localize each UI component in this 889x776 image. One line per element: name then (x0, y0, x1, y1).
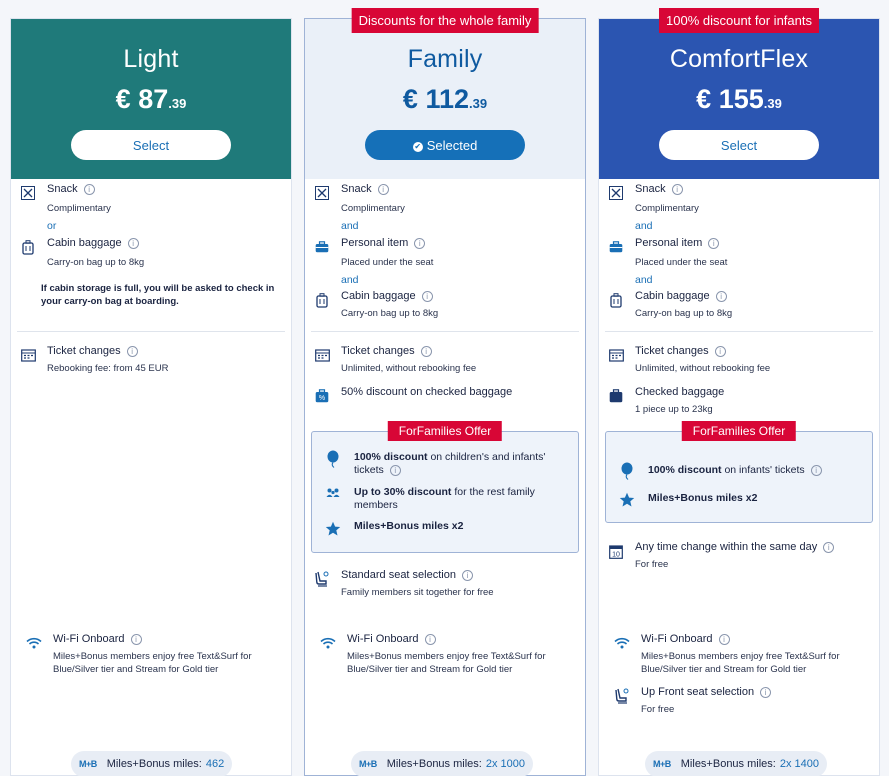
feature-title-seat (341, 569, 473, 581)
divider (17, 331, 285, 332)
balloon-icon (618, 462, 636, 480)
plan-name: Family (407, 45, 483, 73)
feature-title-wifi (347, 633, 436, 645)
checked-baggage-icon (607, 387, 625, 405)
discount-baggage-icon (313, 387, 331, 405)
calendar-icon (19, 346, 37, 364)
offer-item-children (354, 451, 569, 477)
changes-title: Ticket changes (635, 345, 709, 357)
changes-sub: Rebooking fee: from 45 EUR (47, 363, 169, 374)
calendar-day-icon (607, 542, 625, 560)
seat-sub: Family members sit together for free (341, 587, 494, 598)
star-icon (324, 520, 342, 538)
offer-miles: Miles+Bonus miles x2 (648, 492, 758, 504)
miles-badge-comfortflex (645, 751, 827, 776)
wifi-title: Wi-Fi Onboard (641, 633, 713, 645)
personal-title: Personal item (635, 237, 703, 249)
check-icon: ✔ (414, 141, 422, 151)
info-icon[interactable]: i (811, 465, 822, 476)
info-icon[interactable]: i (708, 238, 719, 249)
miles-label: Miles+Bonus miles: (680, 758, 776, 770)
info-icon[interactable]: i (715, 346, 726, 357)
checked-title: 50% discount on checked baggage (341, 386, 513, 398)
feature-title-upfront (641, 686, 771, 698)
info-icon[interactable]: i (378, 184, 389, 195)
wifi-title: Wi-Fi Onboard (53, 633, 125, 645)
miles-value: 2x 1400 (779, 758, 819, 770)
wifi-sub: Miles+Bonus members enjoy free Text&Surf for (641, 651, 840, 662)
feature-title-snack (635, 183, 683, 195)
snack-sub: Complimentary (47, 203, 111, 214)
seat-title: Standard seat selection (341, 569, 456, 581)
feature-title-cabin (635, 290, 727, 302)
suitcase-icon (19, 238, 37, 256)
snack-title: Snack (635, 183, 666, 195)
suitcase-icon (607, 291, 625, 309)
conjunction: and (635, 274, 653, 286)
miles-label: Miles+Bonus miles: (386, 758, 482, 770)
offer-item-miles (648, 492, 757, 505)
feature-title-wifi (53, 633, 142, 645)
calendar-day-number: 10 (612, 551, 620, 558)
suitcase-icon (313, 291, 331, 309)
feature-title-cabin (341, 290, 433, 302)
feature-title-anytime (635, 541, 834, 553)
feature-title-changes (635, 345, 726, 357)
offer-tag: ForFamilies Offer (682, 421, 796, 441)
wifi-title: Wi-Fi Onboard (347, 633, 419, 645)
info-icon[interactable]: i (719, 634, 730, 645)
svg-text:%: % (318, 395, 326, 402)
info-icon[interactable]: i (425, 634, 436, 645)
feature-title-snack (47, 183, 95, 195)
feature-title-cabin (47, 237, 139, 249)
wifi-sub: Blue/Silver tier and Stream for Gold tier (347, 664, 513, 675)
wifi-icon (319, 634, 337, 652)
star-icon (618, 491, 636, 509)
calendar-icon (313, 346, 331, 364)
personal-title: Personal item (341, 237, 409, 249)
info-icon[interactable]: i (760, 687, 771, 698)
offer-miles: Miles+Bonus miles x2 (354, 520, 464, 532)
info-icon[interactable]: i (716, 291, 727, 302)
snack-title: Snack (341, 183, 372, 195)
conjunction: and (635, 220, 653, 232)
personal-sub: Placed under the seat (341, 257, 434, 268)
conjunction: and (341, 274, 359, 286)
info-icon[interactable]: i (823, 542, 834, 553)
checked-sub: 1 piece up to 23kg (635, 404, 713, 415)
changes-title: Ticket changes (341, 345, 415, 357)
miles-bonus-logo-icon: M+B (359, 759, 377, 769)
seat-icon (313, 570, 331, 588)
feature-title-changes (341, 345, 432, 357)
miles-bonus-logo-icon: M+B (79, 759, 97, 769)
feature-title-wifi (641, 633, 730, 645)
offer-item-family (354, 486, 569, 512)
anytime-sub: For free (635, 559, 669, 570)
wifi-sub: Blue/Silver tier and Stream for Gold tier (53, 664, 219, 675)
wifi-sub: Miles+Bonus members enjoy free Text&Surf for (53, 651, 252, 662)
info-icon[interactable]: i (127, 346, 138, 357)
checked-title: Checked baggage (635, 386, 725, 398)
offer-bold: Up to 30% discount (354, 486, 452, 498)
miles-badge-family (351, 751, 533, 776)
cutlery-icon (313, 184, 331, 202)
feature-title-personal (341, 237, 425, 249)
snack-sub: Complimentary (341, 203, 405, 214)
upfront-title: Up Front seat selection (641, 686, 755, 698)
anytime-title: Any time change within the same day (635, 541, 818, 553)
cutlery-icon (607, 184, 625, 202)
fare-card-light (10, 18, 292, 776)
forfamilies-offer-box (605, 424, 873, 523)
info-icon[interactable]: i (84, 184, 95, 195)
promo-banner: Discounts for the whole family (352, 8, 539, 33)
price-cents: .39 (168, 96, 187, 111)
changes-sub: Unlimited, without rebooking fee (341, 363, 477, 374)
fare-card-comfortflex (598, 13, 880, 776)
cabin-sub: Carry-on bag up to 8kg (47, 257, 145, 268)
feature-title-changes (47, 345, 138, 357)
wifi-sub: Blue/Silver tier and Stream for Gold tier (641, 664, 807, 675)
promo-banner: 100% discount for infants (659, 8, 819, 33)
offer-bold: 100% discount (648, 464, 722, 476)
fare-header-light (11, 19, 291, 179)
info-icon[interactable]: i (414, 238, 425, 249)
divider (311, 331, 579, 332)
cutlery-icon (19, 184, 37, 202)
balloon-icon (324, 450, 342, 468)
select-comfortflex-button[interactable]: Select (659, 130, 819, 160)
miles-value: 462 (205, 758, 225, 770)
price-cents: .39 (469, 96, 488, 111)
cabin-title: Cabin baggage (341, 290, 416, 302)
fare-header-family (305, 13, 585, 179)
conjunction: or (47, 220, 57, 232)
feature-title-snack (341, 183, 389, 195)
family-icon (324, 484, 342, 502)
select-light-button[interactable]: Select (71, 130, 231, 160)
offer-item-infants (648, 464, 822, 477)
conjunction: and (341, 220, 359, 232)
cabin-sub: Carry-on bag up to 8kg (341, 308, 439, 319)
offer-rest: for the rest family members (354, 486, 535, 511)
selected-family-button[interactable] (365, 130, 525, 160)
info-icon[interactable]: i (422, 291, 433, 302)
calendar-icon (607, 346, 625, 364)
info-icon[interactable]: i (128, 238, 139, 249)
offer-rest: on children's and infants' tickets (354, 451, 546, 476)
plan-name: Light (123, 45, 179, 73)
changes-sub: Unlimited, without rebooking fee (635, 363, 771, 374)
miles-bonus-logo-icon: M+B (653, 759, 671, 769)
offer-rest: on infants' tickets (721, 464, 805, 476)
wifi-sub: Miles+Bonus members enjoy free Text&Surf for (347, 651, 546, 662)
plan-price (599, 84, 879, 115)
price-main: € 87 (115, 84, 169, 114)
cabin-note: If cabin storage is full, you will be asked to check in your carry-on bag at boarding. (41, 283, 275, 307)
upfront-sub: For free (641, 704, 675, 715)
plan-price (305, 84, 585, 115)
personal-sub: Placed under the seat (635, 257, 728, 268)
miles-label: Miles+Bonus miles: (106, 758, 202, 770)
offer-bold: 100% discount (354, 451, 428, 463)
miles-value: 2x 1000 (485, 758, 525, 770)
cabin-sub: Carry-on bag up to 8kg (635, 308, 733, 319)
divider (605, 331, 873, 332)
seat-icon (613, 687, 631, 705)
info-icon[interactable]: i (672, 184, 683, 195)
snack-title: Snack (47, 183, 78, 195)
cabin-title: Cabin baggage (47, 237, 122, 249)
info-icon[interactable]: i (390, 465, 401, 476)
info-icon[interactable]: i (421, 346, 432, 357)
price-cents: .39 (763, 96, 782, 111)
fare-header-comfortflex (599, 13, 879, 179)
wifi-icon (613, 634, 631, 652)
changes-title: Ticket changes (47, 345, 121, 357)
price-main: € 112 (402, 84, 469, 114)
feature-title-personal (635, 237, 719, 249)
fare-card-family (304, 13, 586, 776)
bag-icon (607, 238, 625, 256)
cabin-title: Cabin baggage (635, 290, 710, 302)
button-label: Selected (426, 137, 478, 153)
plan-name: ComfortFlex (669, 45, 809, 73)
offer-item-miles (354, 520, 463, 533)
miles-badge-light (71, 751, 232, 776)
offer-tag: ForFamilies Offer (388, 421, 502, 441)
info-icon[interactable]: i (131, 634, 142, 645)
snack-sub: Complimentary (635, 203, 699, 214)
plan-price (11, 84, 291, 115)
info-icon[interactable]: i (462, 570, 473, 581)
bag-icon (313, 238, 331, 256)
forfamilies-offer-box (311, 424, 579, 553)
wifi-icon (25, 634, 43, 652)
price-main: € 155 (696, 84, 764, 114)
